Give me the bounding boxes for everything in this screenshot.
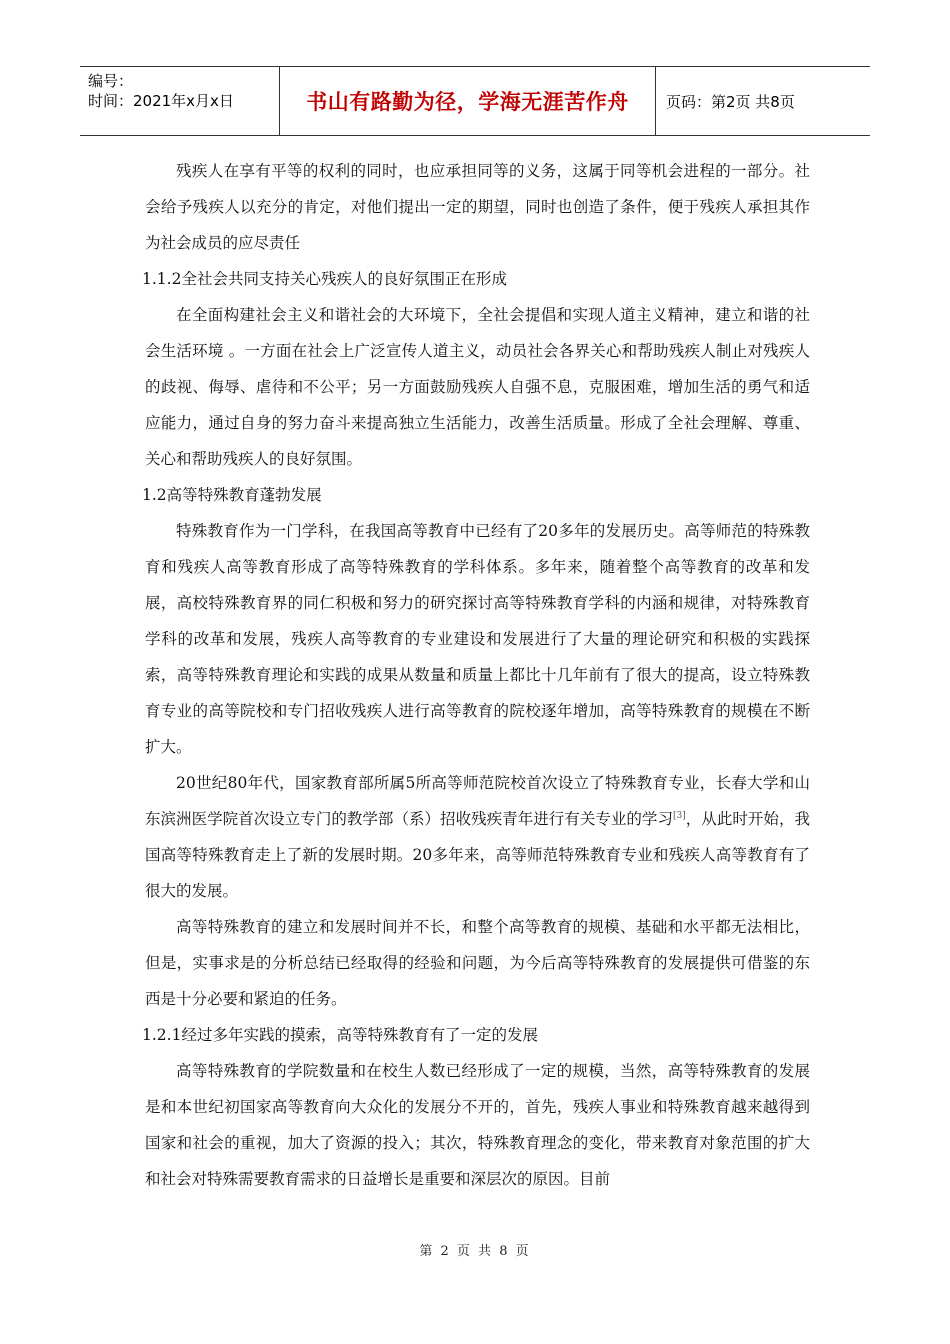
paragraph: 在全面构建社会主义和谐社会的大环境下，全社会提倡和实现人道主义精神，建立和谐的社会生活环境 。一方面在社会上广泛宣传人道主义，动员社会各界关心和帮助残疾人制止对残疾人的歧视、侮辱、虐待和不公平；另一方面鼓励残疾人自强不息，克服困难，增加生活的勇气和适应能力，通过自身的努力奋斗来提高独立生活能力，改善生活质量。形成了全社会理解、尊重、关心和帮助残疾人的良好氛围。: [145, 306, 810, 468]
motto: 书山有路勤为径，学海无涯苦作舟: [280, 67, 656, 135]
number-label: 编号：: [88, 72, 134, 90]
date-line: 时间：2021年x月x日: [88, 92, 234, 110]
page-footer: 第 2 页 共 8 页: [419, 1244, 531, 1259]
page-header: [80, 66, 870, 136]
paragraph-with-citation: [145, 765, 810, 909]
paragraph: 高等特殊教育的学院数量和在校生人数已经形成了一定的规模，当然，高等特殊教育的发展是和本世纪初国家高等教育向大众化的发展分不开的，首先，残疾人事业和特殊教育越来越得到国家和社会的重视，加大了资源的投入；其次，特殊教育理念的变化，带来教育对象范围的扩大和社会对特殊需要教育需求的日益增长是重要和深层次的原因。目前: [145, 1062, 810, 1188]
section-heading: 1.2高等特殊教育蓬勃发展: [142, 486, 322, 504]
section-heading: 1.1.2全社会共同支持关心残疾人的良好氛围正在形成: [142, 270, 507, 288]
paragraph: 残疾人在享有平等的权利的同时，也应承担同等的义务，这属于同等机会进程的一部分。社会给予残疾人以充分的肯定，对他们提出一定的期望，同时也创造了条件，便于残疾人承担其作为社会成员的应尽责任: [145, 162, 810, 252]
citation-ref[interactable]: [3]: [673, 810, 686, 821]
paragraph: 高等特殊教育的建立和发展时间并不长，和整个高等教育的规模、基础和水平都无法相比，但是，实事求是的分析总结已经取得的经验和问题，为今后高等特殊教育的发展提供可借鉴的东西是十分必要和紧迫的任务。: [145, 918, 810, 1008]
header-left-cell: [80, 67, 280, 135]
page-info: 页码：第2页 共8页: [666, 92, 795, 111]
paragraph-text: ，从此时开始，我国高等特殊教育走上了新的发展时期。20多年来，高等师范特殊教育专业和残疾人高等教育有了很大的发展。: [145, 810, 810, 900]
paragraph: 特殊教育作为一门学科，在我国高等教育中已经有了20多年的发展历史。高等师范的特殊教育和残疾人高等教育形成了高等特殊教育的学科体系。多年来，随着整个高等教育的改革和发展，高校特殊教育界的同仁积极和努力的研究探讨高等特殊教育学科的内涵和规律，对特殊教育学科的改革和发展，残疾人高等教育的专业建设和发展进行了大量的理论研究和积极的实践探索，高等特殊教育理论和实践的成果从数量和质量上都比十几年前有了很大的提高，设立特殊教育专业的高等院校和专门招收残疾人进行高等教育的院校逐年增加，高等特殊教育的规模在不断扩大。: [145, 522, 810, 756]
document-body: [142, 153, 810, 1197]
paragraph-text: 20世纪80年代，国家教育部所属5所高等师范院校首次设立了特殊教育专业，长春大学和山东滨洲医学院首次设立专门的教学部（系）招收残疾青年进行有关专业的学习: [145, 774, 810, 828]
section-heading: 1.2.1经过多年实践的摸索，高等特殊教育有了一定的发展: [142, 1026, 538, 1044]
